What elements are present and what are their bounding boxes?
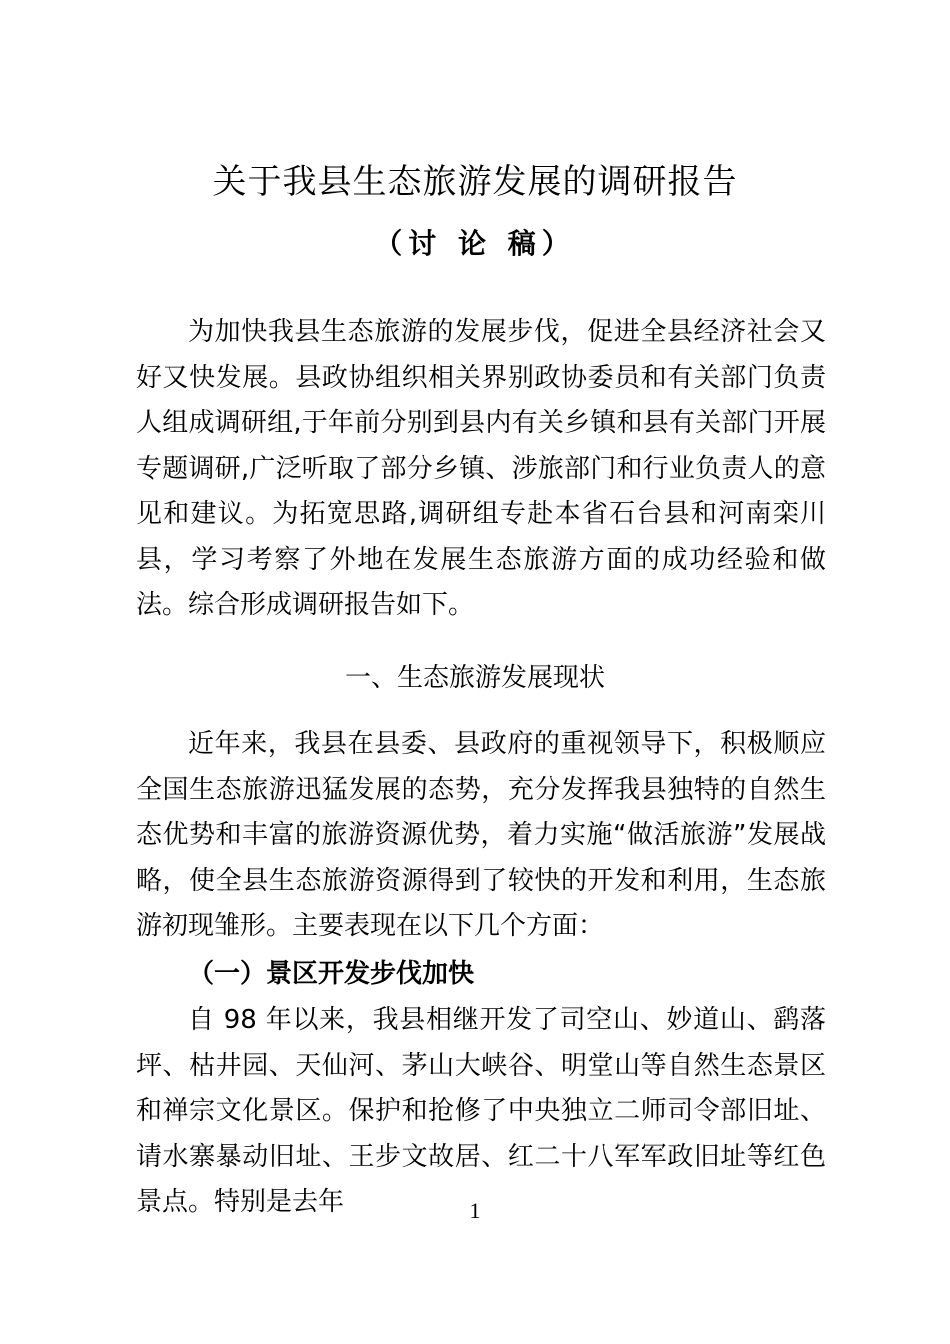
document-subtitle: （讨 论 稿） xyxy=(374,227,576,260)
page-number: 1 xyxy=(469,1198,481,1223)
intro-paragraph: 为加快我县生态旅游的发展步伐，促进全县经济社会又好又快发展。县政协组织相关界别政协委员和有关部门负责人组成调研组,于年前分别到县内有关乡镇和县有关部门开展专题调研,广泛听取了部分乡镇、涉旅部门和行业负责人的意见和建议。为拓宽思路,调研组专赴本省石台县和河南栾川县，学习考察了外地在发展生态旅游方面的成功经验和做法。综合形成调研报告如下。 xyxy=(136,317,826,620)
subsection-heading: （一）景区开发步伐加快 xyxy=(188,959,475,989)
subsection-paragraph: 自 98 年以来，我县相继开发了司空山、妙道山、鹞落坪、枯井园、天仙河、茅山大峡谷、明堂山等自然生态景区和禅宗文化景区。保护和抢修了中央独立二师司令部旧址、请水寨暴动旧址、王步文故居、红二十八军军政旧址等红色景点。特别是去年 xyxy=(136,1005,826,1217)
section-heading: 一、生态旅游发展现状 xyxy=(344,663,605,693)
section-paragraph: 近年来，我县在县委、县政府的重视领导下，积极顺应全国生态旅游迅猛发展的态势，充分发挥我县独特的自然生态优势和丰富的旅游资源优势，着力实施“做活旅游”发展战略，使全县生态旅游资源得到了较快的开发和利用，生态旅游初现雏形。主要表现在以下几个方面： xyxy=(136,729,826,941)
document-title: 关于我县生态旅游发展的调研报告 xyxy=(212,162,738,202)
